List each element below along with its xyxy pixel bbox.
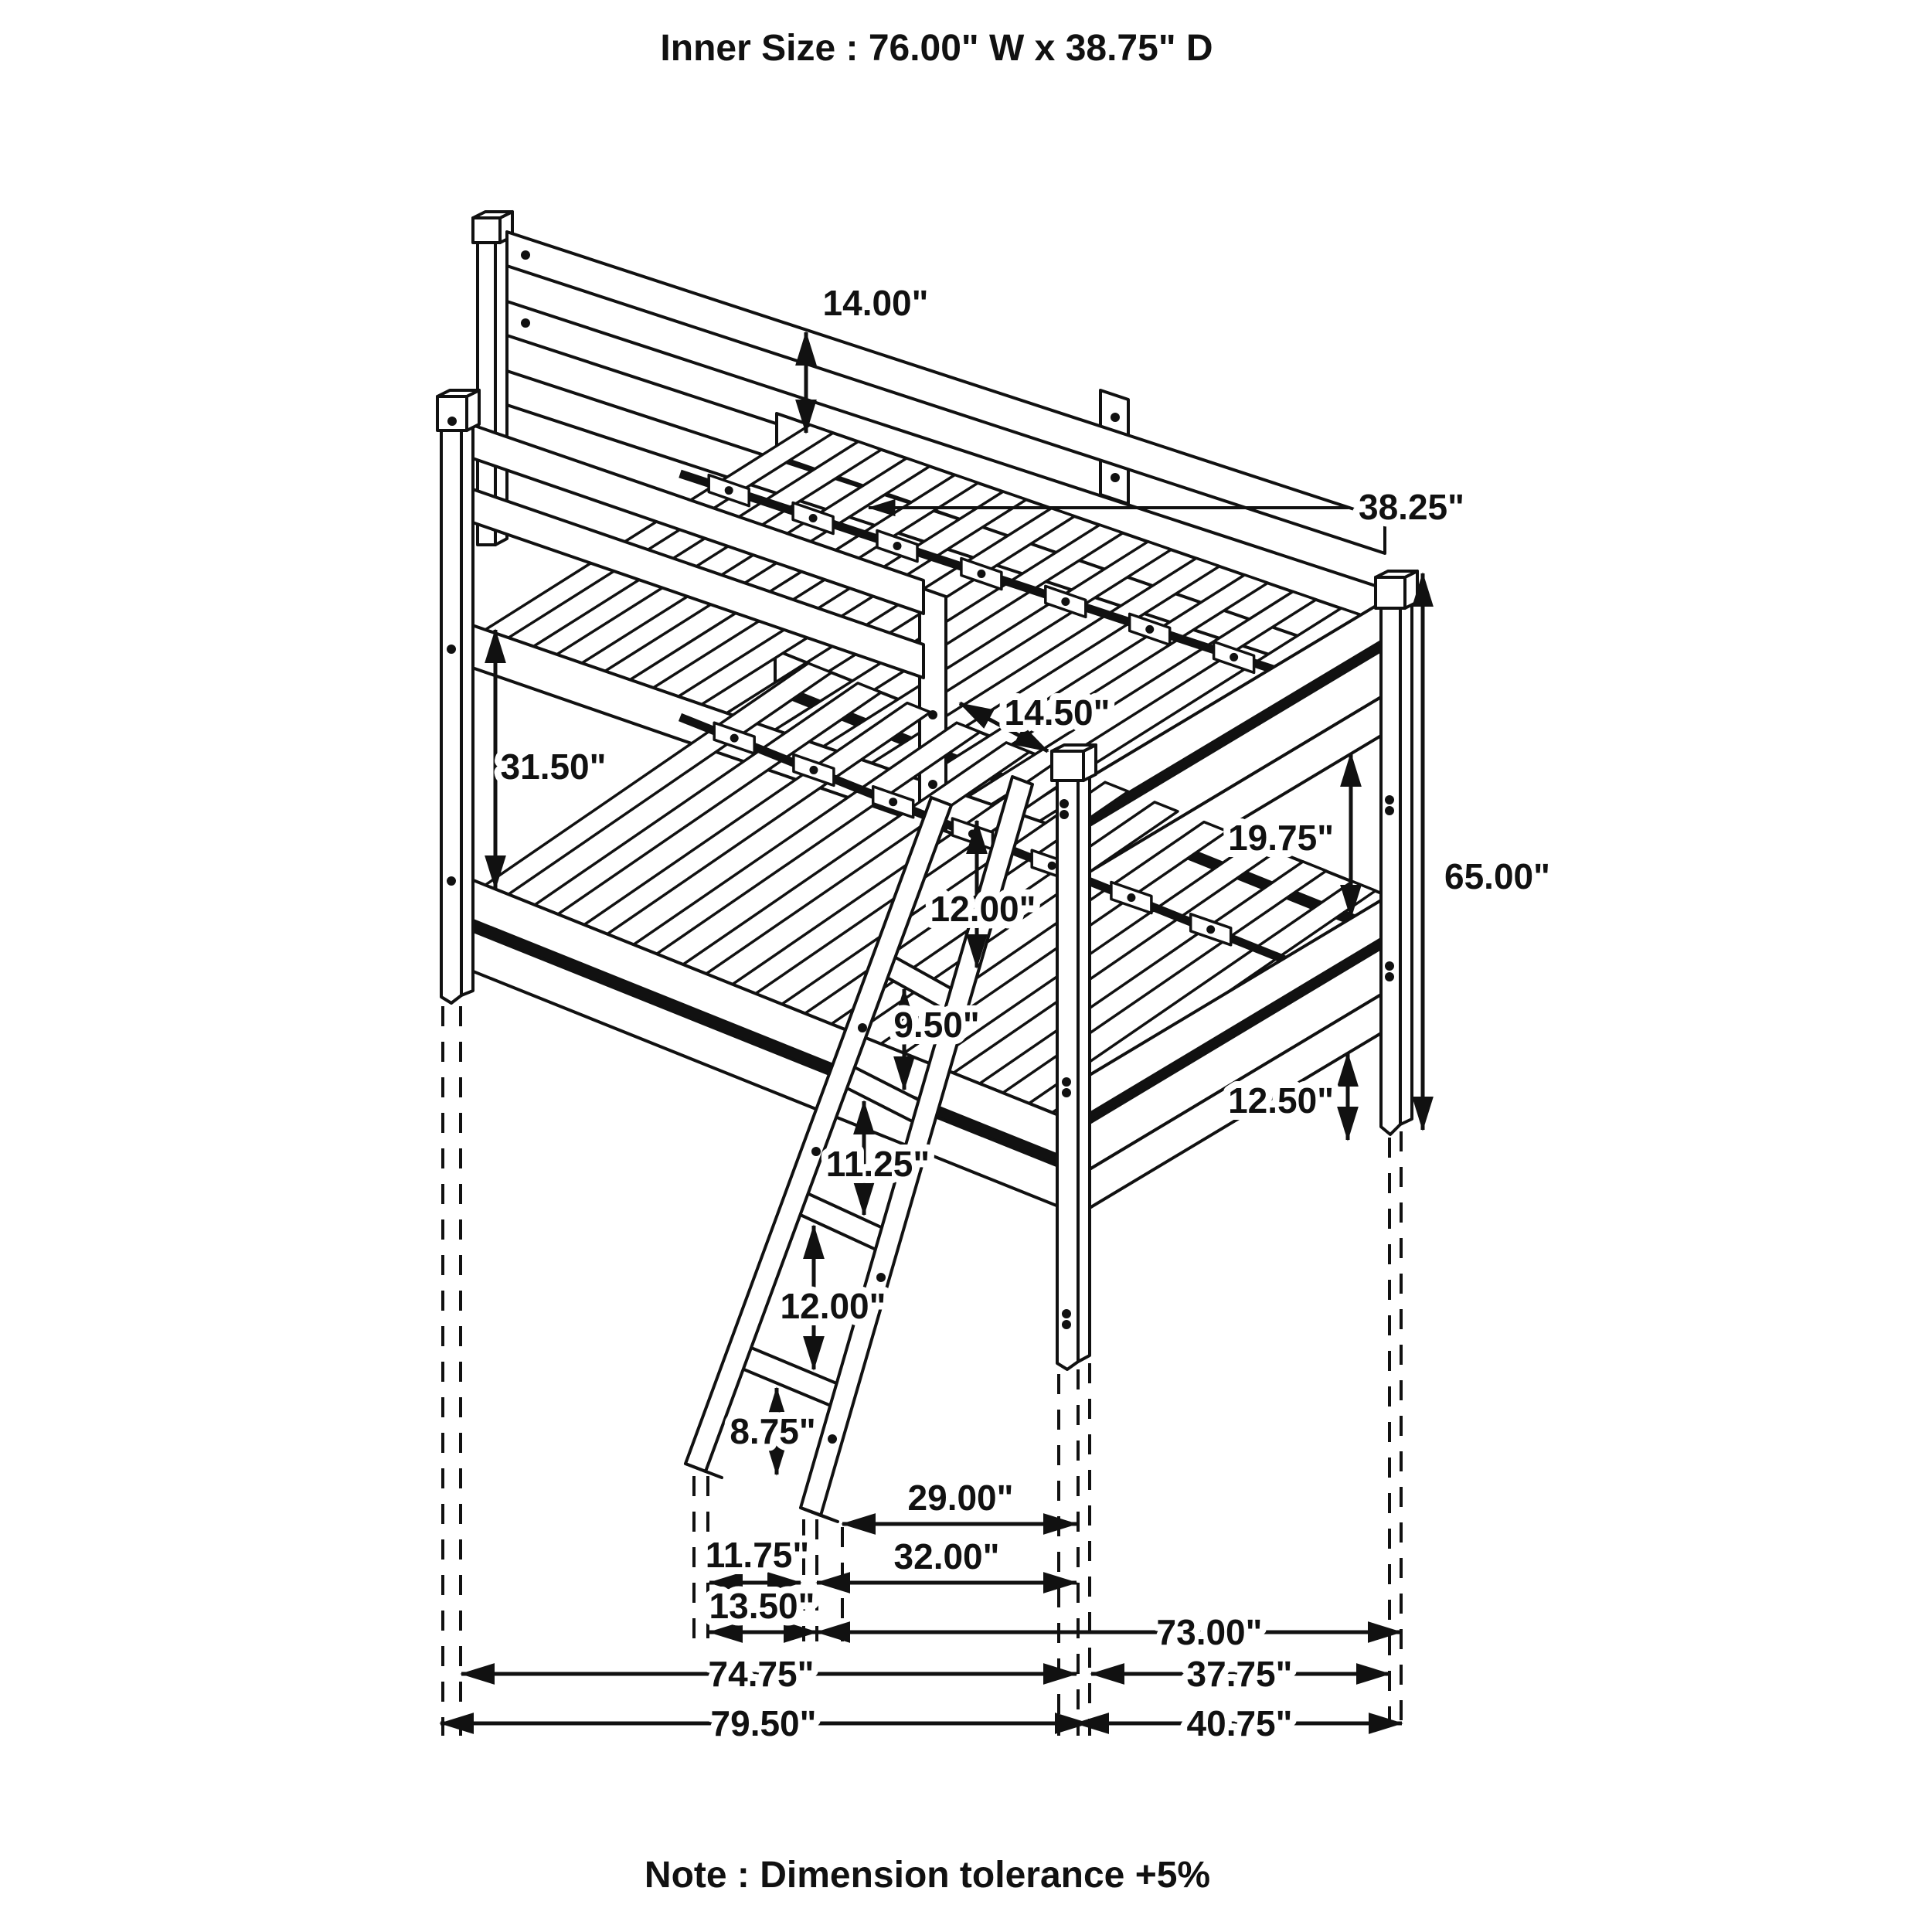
right-post — [1376, 571, 1417, 1134]
dim-29-00: 29.00" — [907, 1478, 1014, 1518]
dim-32-00: 32.00" — [893, 1536, 1000, 1577]
front-post — [1052, 745, 1096, 1369]
dim-14-00: 14.00" — [822, 283, 929, 323]
dim-9-50: 9.50" — [893, 1005, 980, 1045]
dim-65-00: 65.00" — [1444, 856, 1550, 896]
dim-8-75: 8.75" — [730, 1411, 816, 1451]
dim-19-75: 19.75" — [1228, 818, 1334, 858]
bunk-bed-drawing — [437, 212, 1417, 1522]
dim-73-00: 73.00" — [1156, 1612, 1263, 1652]
dim-12-50: 12.50" — [1228, 1080, 1334, 1121]
page-note: Note : Dimension tolerance +5% — [644, 1855, 1211, 1896]
head-near-post — [437, 390, 479, 1003]
page-title: Inner Size : 76.00" W x 38.75" D — [660, 28, 1213, 69]
ladder-rung — [736, 1342, 844, 1411]
dim-74-75: 74.75" — [708, 1654, 815, 1694]
dim-37-75: 37.75" — [1186, 1654, 1293, 1694]
dim-79-50: 79.50" — [710, 1703, 817, 1743]
dim-12-00-ladder: 12.00" — [780, 1286, 886, 1326]
dim-12-00-top: 12.00" — [930, 889, 1036, 929]
dim-14-50: 14.50" — [1004, 692, 1111, 733]
dim-11-25: 11.25" — [825, 1144, 930, 1184]
dim-13-50: 13.50" — [709, 1586, 815, 1626]
dim-38-25: 38.25" — [1359, 487, 1464, 527]
dim-31-50: 31.50" — [500, 747, 607, 787]
dim-40-75: 40.75" — [1186, 1703, 1293, 1743]
dim-11-75: 11.75" — [705, 1535, 810, 1575]
